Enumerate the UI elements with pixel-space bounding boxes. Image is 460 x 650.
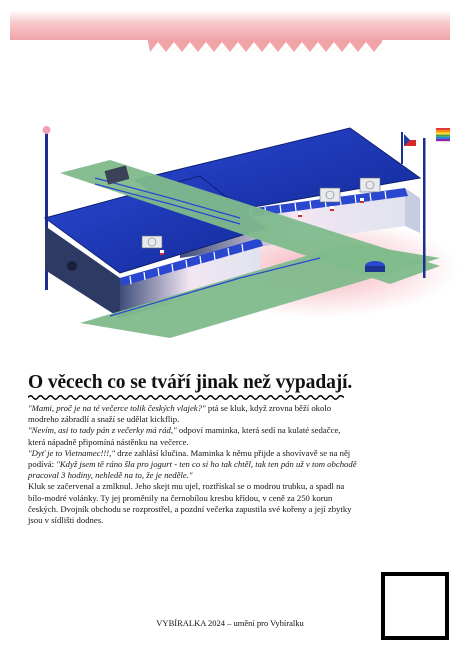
paragraph xyxy=(28,403,358,425)
paragraph-text: odpoví maminka, která sedí na kulaté sedačce, která nápadně připomíná nástěnku na večerce. xyxy=(28,425,341,447)
page-footer: VYBÍRALKA 2024 – umění pro Vybíralku xyxy=(156,618,304,628)
top-gradient-band xyxy=(10,10,450,40)
wavy-underline xyxy=(28,394,344,401)
article-body xyxy=(28,403,358,526)
rainbow-flag-icon xyxy=(436,128,450,141)
dialogue-quote: "Mami, proč je na té večerce tolik českých vlajek?" xyxy=(28,403,206,413)
paragraph xyxy=(28,481,358,526)
dialogue-quote: "Nevím, asi to tady pán z večerky má rád," xyxy=(28,425,177,436)
paragraph-text: drze zahlásí klučina. Maminka k němu přijde a shovívavě se na něj podívá: xyxy=(28,447,351,470)
dialogue-quote: "Dyť je to Vietnamec!!!," xyxy=(28,447,115,458)
paragraph xyxy=(28,425,358,447)
article-title: O věcech co se tváří jinak než vypadají. xyxy=(28,372,353,393)
right-pole xyxy=(423,138,426,278)
paragraph xyxy=(28,448,358,482)
paragraph-text: ptá se kluk, když zrovna běží okolo modreho zábradlí a snaží se udělat kickflip. xyxy=(28,403,332,425)
paragraph-text: Kluk se začervenal a zmlknul. Jeho skejt mu ujel, roztřískal se o modrou trubku, a spadl na bílo-modré volánky. Ty jej proměnily na černobílou kresbu křídou, v ceně za 250 korun českých. Dvojník obchodu se rozprostřel, a pozdní večerka zapustila své kořeny a její zbytky jsou v sídlišti dodnes. xyxy=(28,481,352,526)
zigzag-ornament xyxy=(148,40,382,52)
dialogue-quote: "Když jsem tě ráno šla pro jogurt - ten co si ho tak chtěl, tak ten pán už v tom obchodě pracoval 3 hodiny, nehledě na to, že je neděle." xyxy=(28,459,357,481)
shop-illustration xyxy=(20,118,460,340)
empty-square-frame xyxy=(381,572,449,640)
